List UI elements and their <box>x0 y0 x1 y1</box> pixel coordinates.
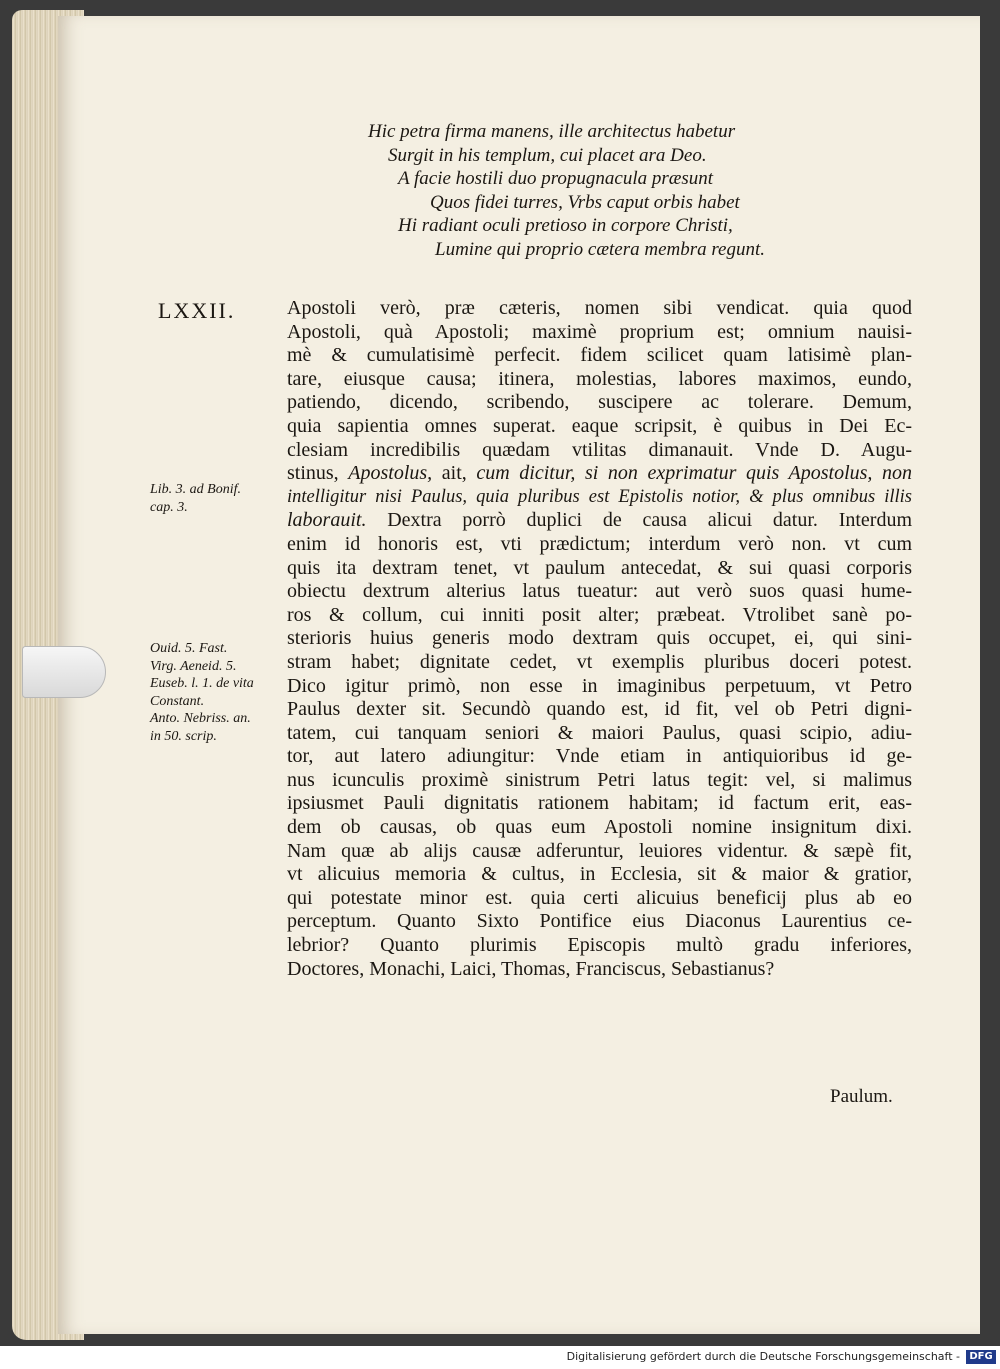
text-line: Dico igitur primò, non esse in imaginibus perpetuum, vt Petro <box>287 674 912 697</box>
text-line: vt alicuius memoria & cultus, in Ecclesia, sit & maior & gratior, <box>287 863 912 886</box>
text-line: obiectu dextrum alterius latus tueatur: aut verò suos quasi hume- <box>287 580 912 603</box>
note-line: Euseb. l. 1. de vita <box>150 676 254 691</box>
text-line: qui potestate minor est. quia certi alicuius beneficij plus ab eo <box>287 886 912 909</box>
text-span: stinus, <box>287 462 339 485</box>
poem-line: Surgit in his templum, cui placet ara Deo. <box>388 144 707 166</box>
poem-line: Hi radiant oculi pretioso in corpore Christi, <box>398 215 733 236</box>
footer-bar <box>0 1346 1000 1369</box>
footer-credit: Digitalisierung gefördert durch die Deutsche Forschungsgemeinschaft - <box>566 1350 960 1363</box>
quotation-span: cum dicitur, si non exprimatur quis Apostolus, non <box>476 462 913 485</box>
quotation-span: laborauit. <box>287 509 367 532</box>
dfg-logo: DFG <box>966 1350 996 1364</box>
poem-line: Hic petra firma manens, ille architectus habetur <box>368 121 736 142</box>
margin-note-sources <box>150 640 254 745</box>
text-line: Apostoli, quà Apostoli; maximè proprium est; omnium nauisi- <box>287 320 912 343</box>
text-line: sterioris huius generis modo dextram quis occupet, ei, qui sini- <box>287 627 912 650</box>
margin-note-augustine <box>150 481 241 516</box>
body-paragraph <box>287 297 912 981</box>
text-line: dem ob causas, ob quas eum Apostoli nomine insignitum dixi. <box>287 816 912 839</box>
page-clip <box>22 646 106 698</box>
text-line: perceptum. Quanto Sixto Pontifice eius Diaconus Laurentius ce- <box>287 910 912 933</box>
text-line: Doctores, Monachi, Laici, Thomas, Franciscus, Sebastianus? <box>287 957 775 980</box>
text-line: mè & cumulatisimè perfecit. fidem scilicet quam latisimè plan- <box>287 344 912 367</box>
text-line: ipsiusmet Pauli dignitatis rationem habitam; id factum erit, eas- <box>287 792 912 815</box>
text-line: quis ita dextram tenet, vt paulum antecedat, & sui quasi corporis <box>287 556 912 579</box>
quotation-span: Apostolus, <box>348 462 433 485</box>
text-line: quia sapientia omnes superat. eaque scripsit, è quibus in Dei Ec- <box>287 414 912 437</box>
text-line <box>287 462 912 486</box>
text-span: ait, <box>441 462 467 485</box>
text-line: Apostoli verò, præ cæteris, nomen sibi vendicat. quia quod <box>287 297 912 319</box>
poem-line: A facie hostili duo propugnacula præsunt <box>398 168 714 189</box>
note-line: in 50. scrip. <box>150 728 217 744</box>
poem-line: Quos fidei turres, Vrbs caput orbis habet <box>430 191 740 213</box>
text-line: nus icunculis proximè sinistrum Petri latus tegit: vel, si malimus <box>287 768 912 791</box>
quotation-line: intelligitur nisi Paulus, quia pluribus est Epistolis notior, & plus omnibus illis <box>287 486 912 507</box>
poem-block <box>360 120 860 261</box>
note-line: cap. 3. <box>150 499 188 515</box>
text-line: tatem, cui tanquam seniori & maiori Paulus, quasi scipio, adiu- <box>287 721 912 744</box>
text-line: ros & collum, cui inniti posit alter; præbeat. Vtrolibet sanè po- <box>287 603 912 626</box>
note-line: Ouid. 5. Fast. <box>150 641 228 656</box>
text-span: Dextra porrò duplici de causa alicui datur. Interdum <box>387 509 912 532</box>
text-line: Paulus dexter sit. Secundò quando est, id fit, vel ob Petri digni- <box>287 698 912 721</box>
note-line: Constant. <box>150 693 205 709</box>
note-line: Virg. Aeneid. 5. <box>150 658 237 674</box>
text-line: Nam quæ ab alijs causæ adferuntur, leuiores videntur. & sæpè fit, <box>287 839 912 862</box>
text-line: enim id honoris est, vti prædictum; interdum verò non. vt cum <box>287 532 912 555</box>
text-line: patiendo, dicendo, scribendo, suscipere ac tolerare. Demum, <box>287 391 912 414</box>
note-line: Lib. 3. ad Bonif. <box>150 482 242 497</box>
catchword: Paulum. <box>830 1086 893 1107</box>
note-line: Anto. Nebriss. an. <box>150 711 251 726</box>
text-line: tare, eiusque causa; itinera, molestias, labores maximos, eundo, <box>287 367 912 390</box>
text-line <box>287 509 912 533</box>
text-line: clesiam incredibilis quædam vtilitas dimanauit. Vnde D. Augu- <box>287 438 912 461</box>
poem-line: Lumine qui proprio cætera membra regunt. <box>435 238 766 260</box>
section-number: LXXII. <box>158 298 236 323</box>
text-line: stram habet; dignitate cedet, vt exemplis pluribus doceri potest. <box>287 650 912 673</box>
text-line: tor, aut latero adiungitur: Vnde etiam in antiquioribus id ge- <box>287 745 912 768</box>
text-line: lebrior? Quanto plurimis Episcopis multò gradu inferiores, <box>287 934 912 957</box>
